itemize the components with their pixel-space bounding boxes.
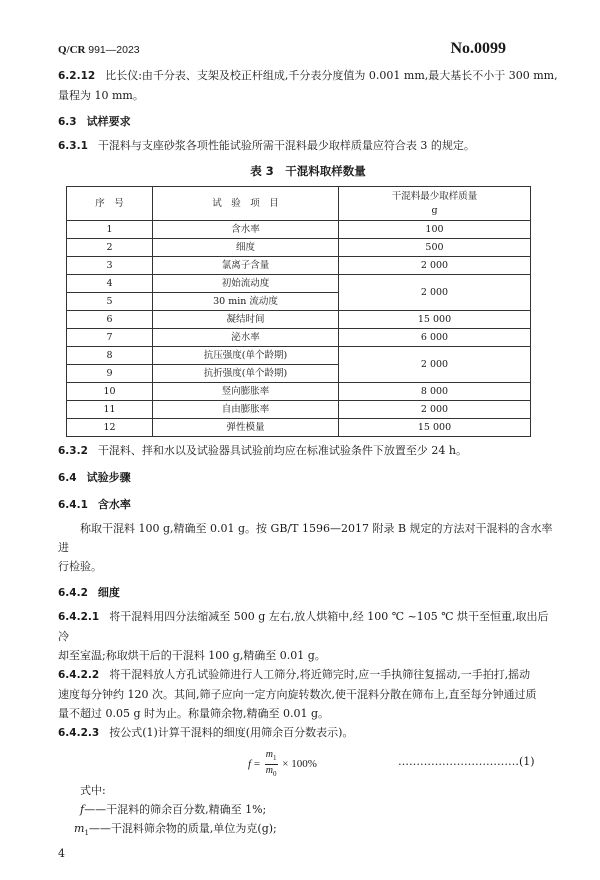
- cell-item: 抗压强度(单个龄期): [153, 347, 339, 365]
- header-min-mass-unit: g: [431, 204, 438, 216]
- header-min-mass: [339, 187, 531, 221]
- clause-number: 6.2.12: [58, 70, 96, 82]
- clause-text-line: 却至室温;称取烘干后的干混料 100 g,精确至 0.01 g。: [58, 649, 326, 662]
- cell-mass: 8 000: [339, 383, 531, 401]
- cell-no: 7: [67, 329, 153, 347]
- clause-6-4-2-1: [58, 607, 558, 665]
- section-number: 6.4: [58, 472, 77, 484]
- standard-code: [58, 44, 140, 56]
- cell-no: 3: [67, 257, 153, 275]
- cell-no: 9: [67, 365, 153, 383]
- clause-6-3-1: [58, 136, 558, 156]
- cell-mass: 15 000: [339, 419, 531, 437]
- section-title: 含水率: [97, 498, 131, 511]
- fraction-denominator: [265, 765, 278, 780]
- section-number: 6.4.2: [58, 587, 88, 599]
- cell-item: 凝结时间: [153, 311, 339, 329]
- clause-number: 6.3.2: [58, 445, 88, 457]
- cell-item: 泌水率: [153, 329, 339, 347]
- clause-6-4-1-body: [58, 519, 558, 576]
- cell-item: 竖向膨胀率: [153, 383, 339, 401]
- where-symbol: m: [74, 822, 85, 835]
- cell-no: 1: [67, 221, 153, 239]
- header-min-mass-label: 干混料最少取样质量: [391, 190, 478, 202]
- sample-quantity-table: [66, 186, 531, 437]
- table-row: [67, 239, 531, 257]
- page-number: 4: [58, 847, 65, 861]
- clause-text-line: 将干混料用四分法缩减至 500 g 左右,放人烘箱中,经 100 ℃ ~105 ℃ 烘干至恒重,取出后冷: [58, 610, 549, 643]
- table-row: [67, 329, 531, 347]
- section-number: 6.3: [58, 116, 77, 128]
- clause-text-line: 量不超过 0.05 g 时为止。称量筛余物,精确至 0.01 g。: [58, 707, 330, 720]
- cell-item: 30 min 流动度: [153, 293, 339, 311]
- section-number: 6.4.1: [58, 499, 88, 511]
- table-header-row: [67, 187, 531, 221]
- cell-no: 4: [67, 275, 153, 293]
- where-subscript: 1: [84, 829, 89, 838]
- cell-item: 抗折强度(单个龄期): [153, 365, 339, 383]
- numerator-subscript: 1: [273, 754, 277, 762]
- formula-row: [58, 747, 558, 781]
- standard-number: 991—2023: [88, 44, 140, 56]
- table-row: [67, 257, 531, 275]
- numerator-symbol: m: [265, 749, 274, 760]
- formula-multiplier: × 100%: [282, 758, 317, 771]
- cell-no: 12: [67, 419, 153, 437]
- cell-no: 2: [67, 239, 153, 257]
- fraction-numerator: [265, 749, 278, 765]
- formula-1: [248, 749, 317, 780]
- section-6-4-heading: [58, 468, 558, 488]
- standard-prefix: Q/CR: [58, 44, 86, 56]
- table-row: [67, 275, 531, 293]
- table-row: [67, 419, 531, 437]
- table-caption: 表 3 干混料取样数量: [250, 164, 366, 178]
- clause-text: 干混料、拌和水以及试验器具试验前均应在标准试验条件下放置至少 24 h。: [97, 444, 467, 457]
- section-6-4-2-heading: [58, 583, 558, 603]
- equation-number: ……………………………(1): [398, 755, 535, 768]
- cell-item: 细度: [153, 239, 339, 257]
- clause-text: 干混料与支座砂浆各项性能试验所需干混料最少取样质量应符合表 3 的规定。: [97, 139, 475, 152]
- clause-number: 6.4.2.3: [58, 727, 100, 739]
- page-code: No.0099: [450, 40, 506, 57]
- denominator-symbol: m: [265, 765, 274, 776]
- table-row: [67, 401, 531, 419]
- cell-no: 6: [67, 311, 153, 329]
- cell-mass-merged: 2 000: [339, 275, 531, 311]
- where-symbol: f: [80, 803, 85, 816]
- clause-text-line: 量程为 10 mm。: [58, 89, 144, 102]
- table-row: [67, 383, 531, 401]
- header-serial-no: 序 号: [67, 187, 153, 221]
- page-header: [58, 40, 558, 58]
- table-row: [67, 347, 531, 365]
- cell-mass: 100: [339, 221, 531, 239]
- section-title: 试验步骤: [86, 471, 131, 484]
- section-title: 试样要求: [86, 115, 131, 128]
- cell-no: 8: [67, 347, 153, 365]
- clause-text-line: 称取干混料 100 g,精确至 0.01 g。按 GB/T 1596—2017 附录 B 规定的方法对干混料的含水率进: [58, 522, 553, 554]
- clause-number: 6.4.2.1: [58, 611, 100, 623]
- cell-no: 10: [67, 383, 153, 401]
- clause-6-4-2-2: [58, 665, 558, 723]
- cell-mass-merged: 2 000: [339, 347, 531, 383]
- cell-no: 11: [67, 401, 153, 419]
- section-title: 细度: [97, 586, 120, 599]
- cell-item: 含水率: [153, 221, 339, 239]
- cell-no: 5: [67, 293, 153, 311]
- clause-6-3-2: [58, 441, 558, 461]
- clause-text-line: 速度每分钟约 120 次。其间,筛子应向一定方向旋转数次,使干混料分散在筛布上,直至每分钟通过质: [58, 688, 537, 701]
- cell-item: 氯离子含量: [153, 257, 339, 275]
- where-description: ——干混料的筛余百分数,精确至 1%;: [84, 803, 267, 816]
- formula-fraction: [265, 749, 278, 780]
- denominator-subscript: 0: [273, 770, 277, 778]
- formula-lhs: f: [248, 758, 252, 771]
- cell-item: 弹性模量: [153, 419, 339, 437]
- section-6-4-1-heading: [58, 495, 558, 515]
- clause-number: 6.3.1: [58, 140, 88, 152]
- cell-mass: 2 000: [339, 257, 531, 275]
- cell-mass: 500: [339, 239, 531, 257]
- header-test-item: 试 验 项 目: [153, 187, 339, 221]
- table-row: [67, 221, 531, 239]
- section-6-3-heading: [58, 112, 558, 132]
- clause-text-line: 比长仪:由千分表、支架及校正杆组成,千分表分度值为 0.001 mm,最大基长不小于 300 mm,: [105, 69, 558, 82]
- cell-item: 初始流动度: [153, 275, 339, 293]
- cell-item: 自由膨胀率: [153, 401, 339, 419]
- clause-text-line: 将干混料放人方孔试验筛进行人工筛分,将近筛完时,应一手执筛往复摇动,一手拍打,摇动: [109, 668, 531, 681]
- where-item: [58, 800, 558, 819]
- formula-equals: =: [253, 758, 261, 771]
- clause-number: 6.4.2.2: [58, 669, 100, 681]
- table-row: [67, 311, 531, 329]
- clause-6-4-2-3: [58, 723, 558, 743]
- where-description: ——干混料筛余物的质量,单位为克(g);: [88, 822, 277, 835]
- where-intro: 式中:: [80, 784, 106, 797]
- clause-text: 按公式(1)计算干混料的细度(用筛余百分数表示)。: [109, 726, 354, 739]
- cell-mass: 15 000: [339, 311, 531, 329]
- clause-6-2-12: [58, 66, 558, 105]
- cell-mass: 6 000: [339, 329, 531, 347]
- cell-mass: 2 000: [339, 401, 531, 419]
- where-item: [58, 819, 558, 843]
- clause-text-line: 行检验。: [58, 560, 102, 573]
